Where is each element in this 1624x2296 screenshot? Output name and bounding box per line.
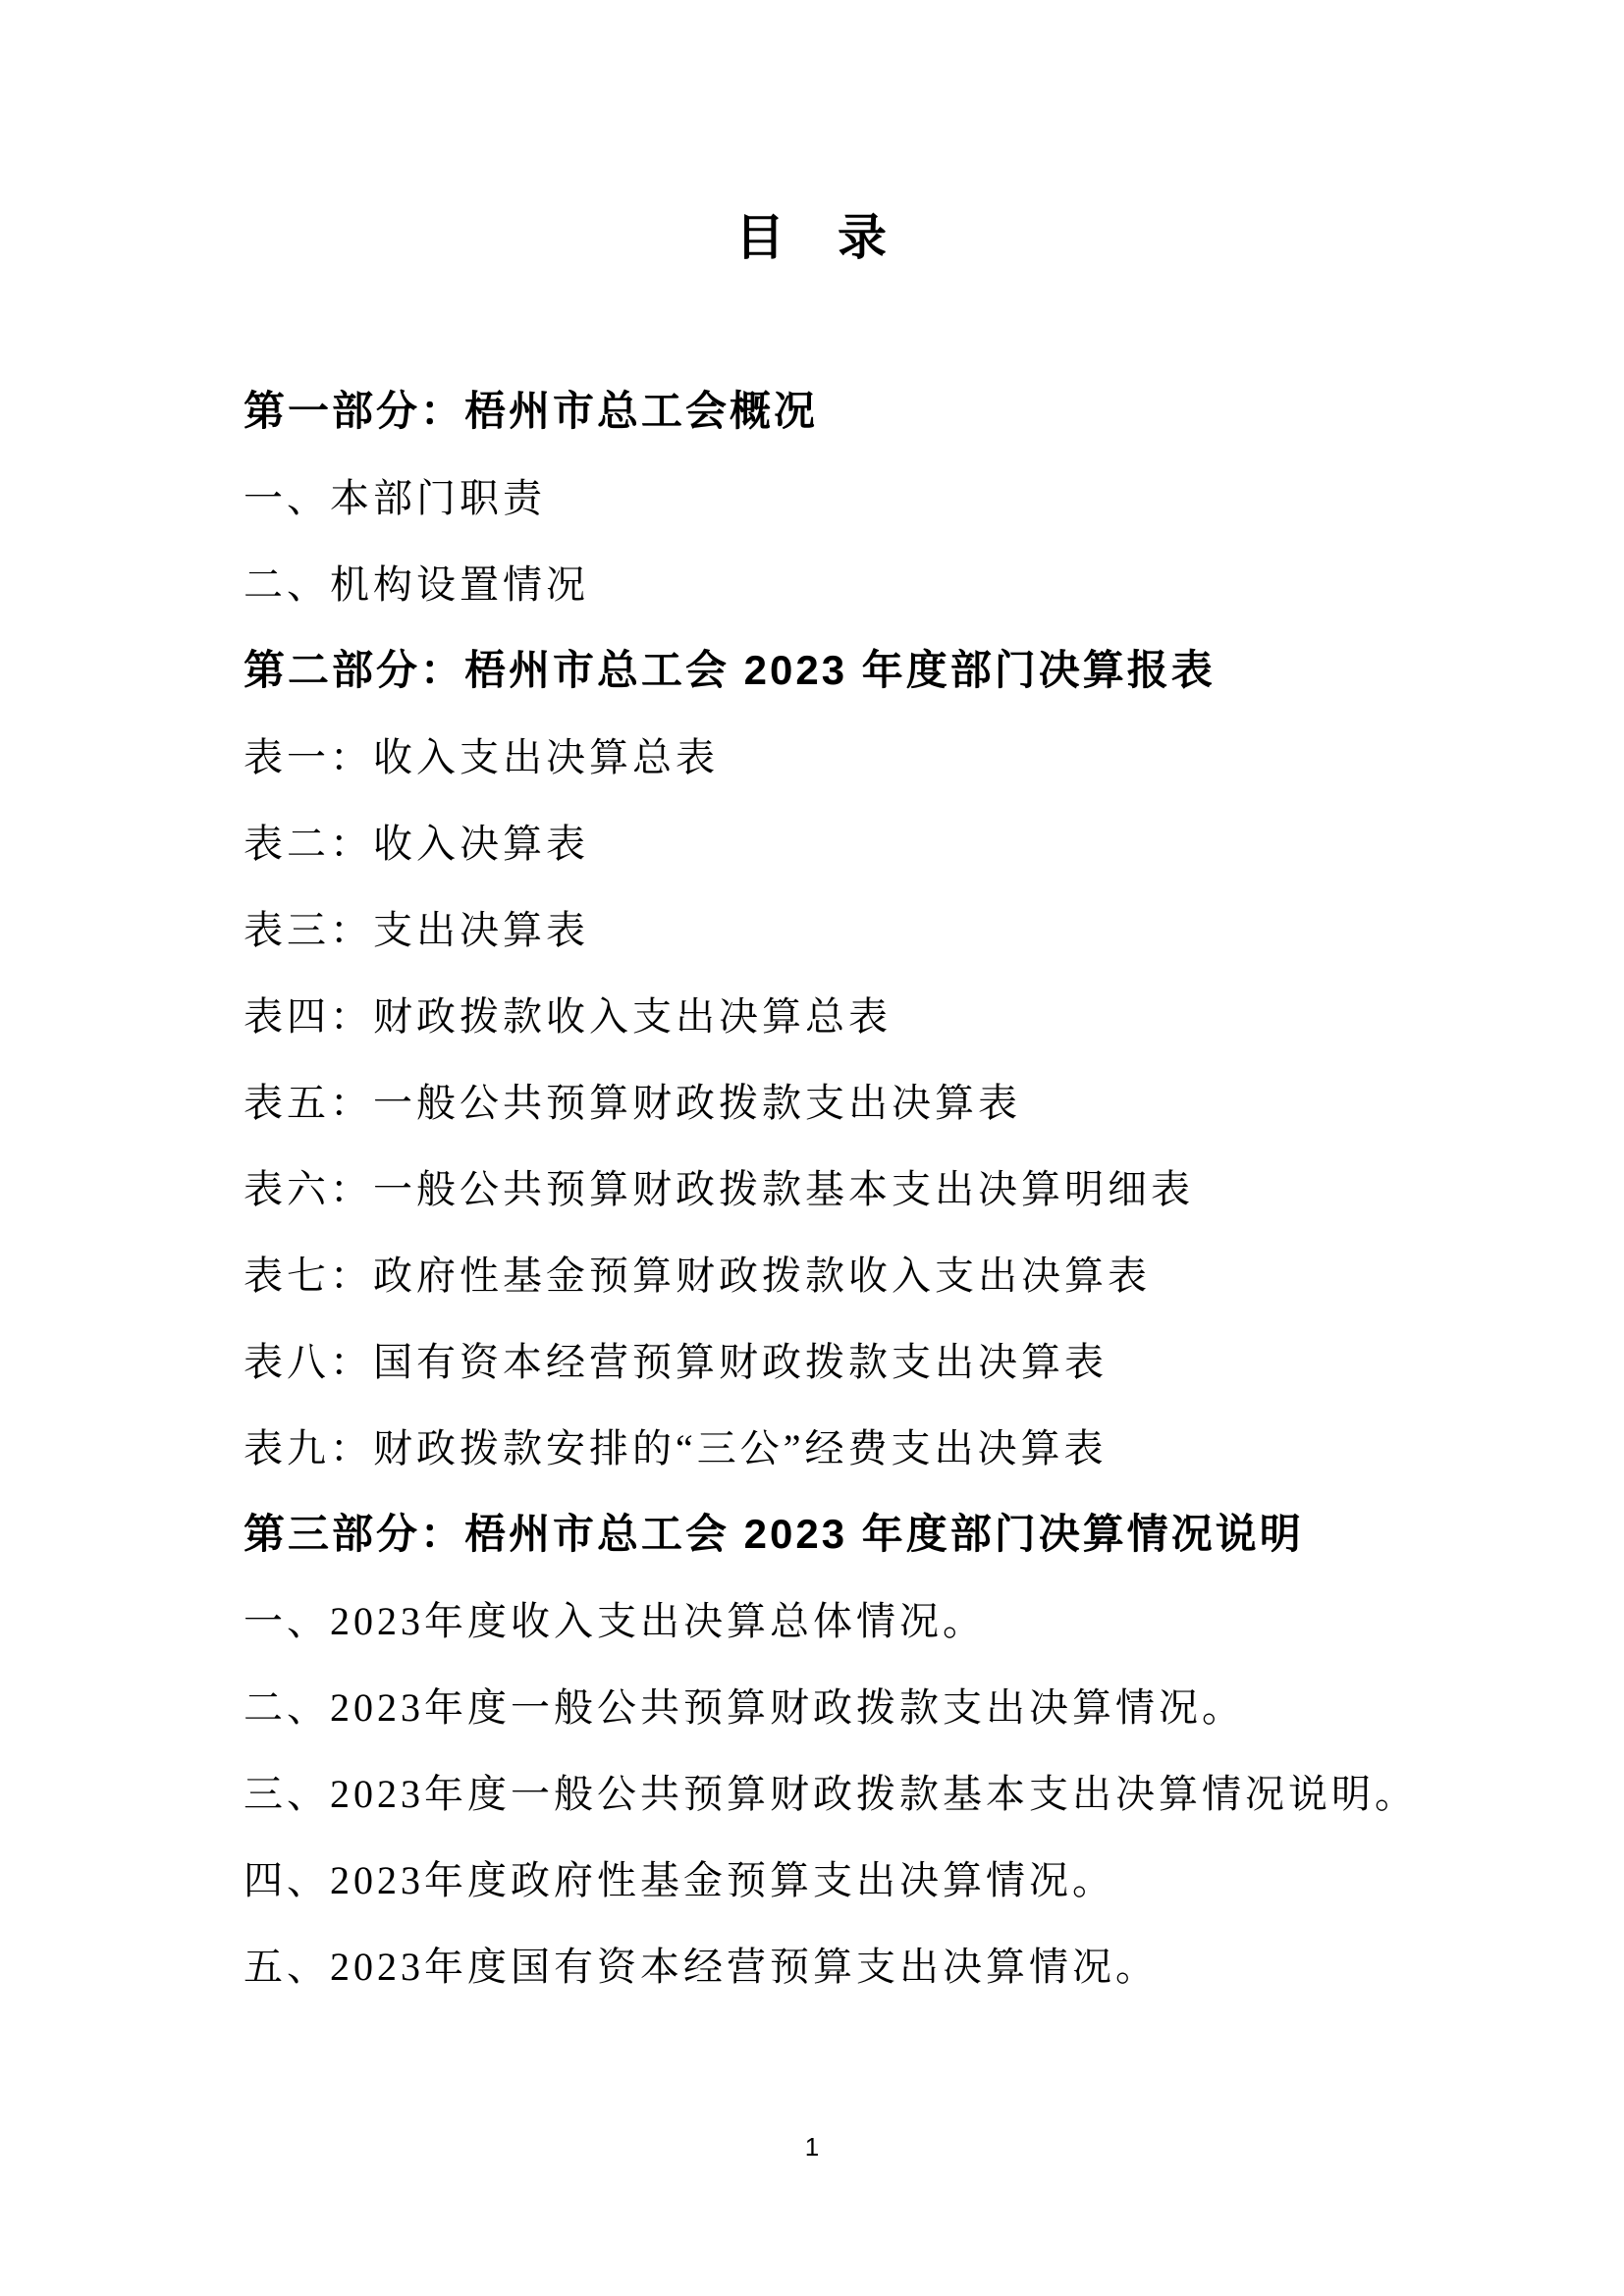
page-footer bbox=[0, 2132, 1624, 2163]
page-number: 1 bbox=[804, 2132, 820, 2162]
toc-item-table-8: 表八：国有资本经营预算财政拨款支出决算表 bbox=[244, 1339, 1108, 1384]
section-2-heading: 第二部分：梧州市总工会 2023 年度部门决算报表 bbox=[244, 647, 1216, 693]
toc-item-note-1: 一、2023年度收入支出决算总体情况。 bbox=[244, 1598, 986, 1643]
section-1-heading: 第一部分：梧州市总工会概况 bbox=[244, 388, 819, 434]
toc-item-table-3: 表三：支出决算表 bbox=[244, 907, 589, 952]
toc-item-table-9: 表九：财政拨款安排的“三公”经费支出决算表 bbox=[244, 1425, 1108, 1470]
toc-item-note-2: 二、2023年度一般公共预算财政拨款支出决算情况。 bbox=[244, 1684, 1245, 1730]
toc-item-table-1: 表一：收入支出决算总表 bbox=[244, 734, 719, 779]
page-title: 目 录 bbox=[735, 210, 889, 265]
toc-item-table-5: 表五：一般公共预算财政拨款支出决算表 bbox=[244, 1080, 1021, 1125]
toc-item-duty: 一、本部门职责 bbox=[244, 475, 546, 520]
section-3-heading: 第三部分：梧州市总工会 2023 年度部门决算情况说明 bbox=[244, 1511, 1304, 1557]
toc-item-table-2: 表二：收入决算表 bbox=[244, 821, 589, 866]
toc-item-organization: 二、机构设置情况 bbox=[244, 561, 589, 607]
toc-item-table-6: 表六：一般公共预算财政拨款基本支出决算明细表 bbox=[244, 1166, 1194, 1211]
toc-item-note-3: 三、2023年度一般公共预算财政拨款基本支出决算情况说明。 bbox=[244, 1771, 1418, 1816]
toc-item-note-5: 五、2023年度国有资本经营预算支出决算情况。 bbox=[244, 1944, 1159, 1989]
toc-item-table-4: 表四：财政拨款收入支出决算总表 bbox=[244, 993, 892, 1039]
toc-item-table-7: 表七：政府性基金预算财政拨款收入支出决算表 bbox=[244, 1253, 1151, 1298]
table-of-contents bbox=[244, 365, 1526, 2006]
toc-item-note-4: 四、2023年度政府性基金预算支出决算情况。 bbox=[244, 1857, 1115, 1902]
